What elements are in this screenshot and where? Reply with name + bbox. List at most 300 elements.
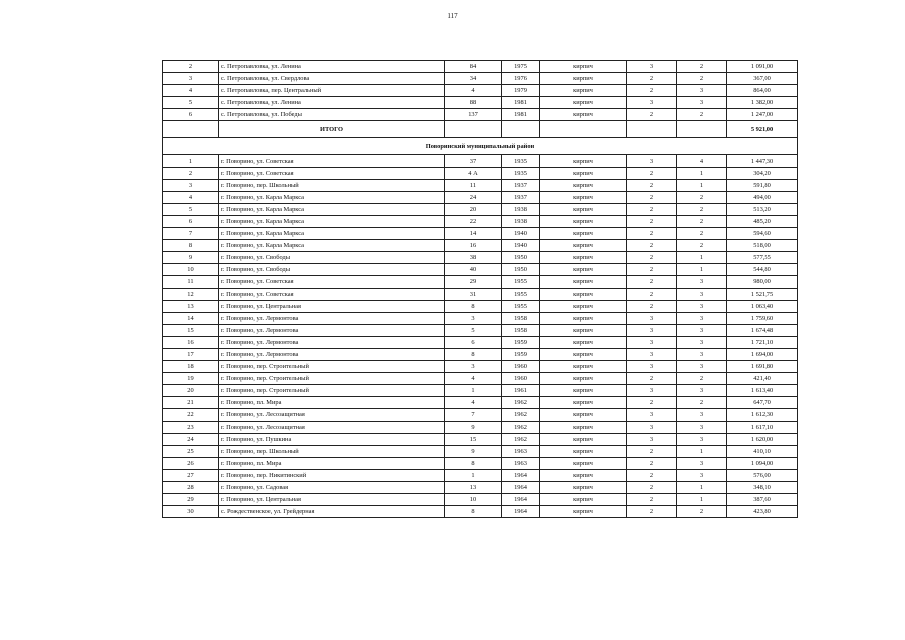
- address-cell: с. Петропавловка, ул. Победы: [219, 109, 445, 121]
- address-cell: г. Поворино, ул. Советская: [219, 276, 445, 288]
- house-number-cell: 11: [445, 179, 502, 191]
- table-row: [163, 348, 798, 360]
- row-number: 7: [163, 228, 219, 240]
- address-cell: г. Поворино, ул. Свободы: [219, 252, 445, 264]
- year-cell: 1955: [502, 276, 540, 288]
- floors-cell: 2: [627, 494, 677, 506]
- row-number: 21: [163, 397, 219, 409]
- total-empty-cell: [627, 121, 677, 138]
- floors-cell: 2: [627, 506, 677, 518]
- year-cell: 1960: [502, 373, 540, 385]
- year-cell: 1962: [502, 409, 540, 421]
- entrances-cell: 3: [677, 421, 727, 433]
- table-row: [163, 155, 798, 167]
- table-row: [163, 373, 798, 385]
- area-cell: 1 063,40: [727, 300, 798, 312]
- row-number: 14: [163, 312, 219, 324]
- floors-cell: 2: [627, 276, 677, 288]
- row-number: 24: [163, 433, 219, 445]
- entrances-cell: 3: [677, 288, 727, 300]
- material-cell: кирпич: [540, 264, 627, 276]
- total-row: [163, 121, 798, 138]
- house-number-cell: 8: [445, 457, 502, 469]
- material-cell: кирпич: [540, 348, 627, 360]
- floors-cell: 3: [627, 421, 677, 433]
- area-cell: 410,10: [727, 445, 798, 457]
- year-cell: 1979: [502, 85, 540, 97]
- material-cell: кирпич: [540, 179, 627, 191]
- table-row: [163, 361, 798, 373]
- material-cell: кирпич: [540, 421, 627, 433]
- address-cell: г. Поворино, ул. Карла Маркса: [219, 240, 445, 252]
- entrances-cell: 3: [677, 433, 727, 445]
- house-number-cell: 4: [445, 85, 502, 97]
- material-cell: кирпич: [540, 445, 627, 457]
- house-number-cell: 88: [445, 97, 502, 109]
- year-cell: 1938: [502, 203, 540, 215]
- floors-cell: 2: [627, 73, 677, 85]
- house-number-cell: 3: [445, 312, 502, 324]
- entrances-cell: 3: [677, 300, 727, 312]
- year-cell: 1976: [502, 73, 540, 85]
- row-number: 19: [163, 373, 219, 385]
- entrances-cell: 2: [677, 397, 727, 409]
- material-cell: кирпич: [540, 336, 627, 348]
- entrances-cell: 2: [677, 506, 727, 518]
- material-cell: кирпич: [540, 312, 627, 324]
- address-cell: г. Поворино, ул. Советская: [219, 155, 445, 167]
- row-number: 4: [163, 85, 219, 97]
- house-number-cell: 10: [445, 494, 502, 506]
- address-cell: г. Поворино, ул. Карла Маркса: [219, 228, 445, 240]
- row-number: 2: [163, 61, 219, 73]
- row-number: 10: [163, 264, 219, 276]
- year-cell: 1935: [502, 155, 540, 167]
- section-header-row: [163, 138, 798, 155]
- area-cell: 421,40: [727, 373, 798, 385]
- house-number-cell: 13: [445, 482, 502, 494]
- row-number: 9: [163, 252, 219, 264]
- page-number: 117: [447, 12, 458, 20]
- floors-cell: 2: [627, 215, 677, 227]
- table-row: [163, 433, 798, 445]
- area-cell: 1 091,00: [727, 61, 798, 73]
- total-empty-cell: [445, 121, 502, 138]
- area-cell: 577,55: [727, 252, 798, 264]
- table-row: [163, 288, 798, 300]
- address-cell: с. Петропавловка, ул. Свердлова: [219, 73, 445, 85]
- area-cell: 1 617,10: [727, 421, 798, 433]
- table-row: [163, 409, 798, 421]
- year-cell: 1964: [502, 469, 540, 481]
- address-cell: с. Рождественское, ул. Грейдерная: [219, 506, 445, 518]
- table-row: [163, 179, 798, 191]
- area-cell: 1 721,10: [727, 336, 798, 348]
- table-row: [163, 85, 798, 97]
- area-cell: 1 447,30: [727, 155, 798, 167]
- material-cell: кирпич: [540, 469, 627, 481]
- material-cell: кирпич: [540, 324, 627, 336]
- year-cell: 1955: [502, 300, 540, 312]
- table-row: [163, 300, 798, 312]
- row-number: 11: [163, 276, 219, 288]
- table-row: [163, 97, 798, 109]
- entrances-cell: 2: [677, 203, 727, 215]
- address-cell: г. Поворино, ул. Карла Маркса: [219, 215, 445, 227]
- house-number-cell: 20: [445, 203, 502, 215]
- area-cell: 980,00: [727, 276, 798, 288]
- house-number-cell: 9: [445, 421, 502, 433]
- floors-cell: 2: [627, 288, 677, 300]
- address-cell: г. Поворино, ул. Карла Маркса: [219, 203, 445, 215]
- area-cell: 1 247,00: [727, 109, 798, 121]
- area-cell: 518,00: [727, 240, 798, 252]
- year-cell: 1938: [502, 215, 540, 227]
- table-row: [163, 336, 798, 348]
- floors-cell: 2: [627, 373, 677, 385]
- floors-cell: 2: [627, 167, 677, 179]
- area-cell: 485,20: [727, 215, 798, 227]
- year-cell: 1935: [502, 167, 540, 179]
- table-row: [163, 385, 798, 397]
- house-number-cell: 1: [445, 385, 502, 397]
- year-cell: 1964: [502, 494, 540, 506]
- address-cell: г. Поворино, ул. Советская: [219, 288, 445, 300]
- year-cell: 1975: [502, 61, 540, 73]
- material-cell: кирпич: [540, 109, 627, 121]
- area-cell: 1 620,00: [727, 433, 798, 445]
- floors-cell: 3: [627, 324, 677, 336]
- house-number-cell: 8: [445, 348, 502, 360]
- floors-cell: 3: [627, 312, 677, 324]
- house-number-cell: 22: [445, 215, 502, 227]
- area-cell: 1 759,60: [727, 312, 798, 324]
- house-number-cell: 14: [445, 228, 502, 240]
- table-row: [163, 494, 798, 506]
- material-cell: кирпич: [540, 276, 627, 288]
- year-cell: 1950: [502, 252, 540, 264]
- entrances-cell: 2: [677, 215, 727, 227]
- row-number: 12: [163, 288, 219, 300]
- area-cell: 1 612,30: [727, 409, 798, 421]
- address-cell: г. Поворино, ул. Лермонтова: [219, 312, 445, 324]
- house-number-cell: 84: [445, 61, 502, 73]
- house-number-cell: 16: [445, 240, 502, 252]
- material-cell: кирпич: [540, 433, 627, 445]
- material-cell: кирпич: [540, 457, 627, 469]
- table-row: [163, 457, 798, 469]
- address-cell: г. Поворино, пер. Никитинский: [219, 469, 445, 481]
- floors-cell: 3: [627, 155, 677, 167]
- area-cell: 1 674,48: [727, 324, 798, 336]
- row-number: 1: [163, 155, 219, 167]
- area-cell: 1 521,75: [727, 288, 798, 300]
- row-number: 3: [163, 179, 219, 191]
- address-cell: г. Поворино, пер. Строительный: [219, 373, 445, 385]
- row-number: 13: [163, 300, 219, 312]
- table-row: [163, 276, 798, 288]
- entrances-cell: 1: [677, 179, 727, 191]
- address-cell: г. Поворино, ул. Лесозащитная: [219, 409, 445, 421]
- entrances-cell: 4: [677, 155, 727, 167]
- total-empty-cell: [540, 121, 627, 138]
- year-cell: 1959: [502, 348, 540, 360]
- year-cell: 1950: [502, 264, 540, 276]
- entrances-cell: 3: [677, 97, 727, 109]
- material-cell: кирпич: [540, 167, 627, 179]
- entrances-cell: 2: [677, 191, 727, 203]
- material-cell: кирпич: [540, 97, 627, 109]
- floors-cell: 3: [627, 409, 677, 421]
- table-row: [163, 324, 798, 336]
- material-cell: кирпич: [540, 215, 627, 227]
- entrances-cell: 2: [677, 73, 727, 85]
- row-number: 28: [163, 482, 219, 494]
- material-cell: кирпич: [540, 409, 627, 421]
- table-row: [163, 203, 798, 215]
- year-cell: 1958: [502, 324, 540, 336]
- row-number: 20: [163, 385, 219, 397]
- table-row: [163, 109, 798, 121]
- table-row: [163, 469, 798, 481]
- area-cell: 1 613,40: [727, 385, 798, 397]
- row-number: 16: [163, 336, 219, 348]
- material-cell: кирпич: [540, 73, 627, 85]
- address-cell: г. Поворино, ул. Свободы: [219, 264, 445, 276]
- address-cell: с. Петропавловка, пер. Центральный: [219, 85, 445, 97]
- table-row: [163, 252, 798, 264]
- table-body-total: [163, 121, 798, 155]
- house-number-cell: 4: [445, 373, 502, 385]
- entrances-cell: 2: [677, 109, 727, 121]
- year-cell: 1963: [502, 457, 540, 469]
- material-cell: кирпич: [540, 361, 627, 373]
- entrances-cell: 2: [677, 228, 727, 240]
- floors-cell: 3: [627, 348, 677, 360]
- year-cell: 1981: [502, 109, 540, 121]
- floors-cell: 2: [627, 300, 677, 312]
- table-row: [163, 167, 798, 179]
- table-row: [163, 61, 798, 73]
- address-cell: г. Поворино, ул. Карла Маркса: [219, 191, 445, 203]
- material-cell: кирпич: [540, 482, 627, 494]
- entrances-cell: 2: [677, 240, 727, 252]
- material-cell: кирпич: [540, 397, 627, 409]
- year-cell: 1940: [502, 240, 540, 252]
- area-cell: 647,70: [727, 397, 798, 409]
- address-cell: г. Поворино, пл. Мира: [219, 397, 445, 409]
- entrances-cell: 1: [677, 252, 727, 264]
- house-number-cell: 137: [445, 109, 502, 121]
- table-row: [163, 73, 798, 85]
- area-cell: 1 094,00: [727, 457, 798, 469]
- year-cell: 1937: [502, 179, 540, 191]
- floors-cell: 2: [627, 252, 677, 264]
- entrances-cell: 2: [677, 373, 727, 385]
- address-cell: г. Поворино, ул. Центральная: [219, 300, 445, 312]
- address-cell: с. Петропавловка, ул. Ленина: [219, 61, 445, 73]
- area-cell: 1 691,80: [727, 361, 798, 373]
- house-number-cell: 29: [445, 276, 502, 288]
- area-cell: 348,10: [727, 482, 798, 494]
- entrances-cell: 3: [677, 469, 727, 481]
- row-number: 18: [163, 361, 219, 373]
- table-row: [163, 397, 798, 409]
- floors-cell: 3: [627, 336, 677, 348]
- area-cell: 594,60: [727, 228, 798, 240]
- table-body-part1: [163, 61, 798, 121]
- area-cell: 544,80: [727, 264, 798, 276]
- year-cell: 1940: [502, 228, 540, 240]
- house-number-cell: 7: [445, 409, 502, 421]
- floors-cell: 3: [627, 97, 677, 109]
- entrances-cell: 3: [677, 348, 727, 360]
- house-number-cell: 8: [445, 506, 502, 518]
- material-cell: кирпич: [540, 191, 627, 203]
- house-number-cell: 1: [445, 469, 502, 481]
- row-number: 30: [163, 506, 219, 518]
- floors-cell: 2: [627, 228, 677, 240]
- table-row: [163, 240, 798, 252]
- row-number: 23: [163, 421, 219, 433]
- material-cell: кирпич: [540, 288, 627, 300]
- entrances-cell: 3: [677, 385, 727, 397]
- area-cell: 576,00: [727, 469, 798, 481]
- floors-cell: 3: [627, 433, 677, 445]
- table-row: [163, 215, 798, 227]
- floors-cell: 2: [627, 397, 677, 409]
- material-cell: кирпич: [540, 252, 627, 264]
- address-cell: г. Поворино, ул. Лермонтова: [219, 348, 445, 360]
- material-cell: кирпич: [540, 228, 627, 240]
- table-row: [163, 421, 798, 433]
- entrances-cell: 2: [677, 61, 727, 73]
- table-row: [163, 191, 798, 203]
- material-cell: кирпич: [540, 506, 627, 518]
- house-number-cell: 9: [445, 445, 502, 457]
- floors-cell: 2: [627, 264, 677, 276]
- floors-cell: 2: [627, 85, 677, 97]
- entrances-cell: 3: [677, 409, 727, 421]
- year-cell: 1960: [502, 361, 540, 373]
- row-number: 22: [163, 409, 219, 421]
- house-number-cell: 34: [445, 73, 502, 85]
- house-number-cell: 8: [445, 300, 502, 312]
- address-cell: с. Петропавловка, ул. Ленина: [219, 97, 445, 109]
- housing-registry-table: [162, 60, 798, 518]
- address-cell: г. Поворино, пер. Школьный: [219, 179, 445, 191]
- floors-cell: 3: [627, 61, 677, 73]
- floors-cell: 2: [627, 457, 677, 469]
- entrances-cell: 1: [677, 167, 727, 179]
- section-title: Поворинский муниципальный район: [163, 138, 798, 155]
- row-number: 5: [163, 203, 219, 215]
- material-cell: кирпич: [540, 300, 627, 312]
- area-cell: 1 382,00: [727, 97, 798, 109]
- row-number: 2: [163, 167, 219, 179]
- address-cell: г. Поворино, пер. Строительный: [219, 385, 445, 397]
- year-cell: 1961: [502, 385, 540, 397]
- area-cell: 864,00: [727, 85, 798, 97]
- house-number-cell: 3: [445, 361, 502, 373]
- area-cell: 387,60: [727, 494, 798, 506]
- year-cell: 1937: [502, 191, 540, 203]
- entrances-cell: 3: [677, 324, 727, 336]
- address-cell: г. Поворино, пер. Школьный: [219, 445, 445, 457]
- address-cell: г. Поворино, ул. Советская: [219, 167, 445, 179]
- total-label: ИТОГО: [219, 121, 445, 138]
- table-row: [163, 506, 798, 518]
- row-number: 26: [163, 457, 219, 469]
- row-number: 25: [163, 445, 219, 457]
- table-row: [163, 482, 798, 494]
- table-row: [163, 312, 798, 324]
- area-cell: 1 694,00: [727, 348, 798, 360]
- address-cell: г. Поворино, ул. Лесозащитная: [219, 421, 445, 433]
- area-cell: 591,80: [727, 179, 798, 191]
- floors-cell: 3: [627, 361, 677, 373]
- floors-cell: 2: [627, 109, 677, 121]
- material-cell: кирпич: [540, 155, 627, 167]
- floors-cell: 2: [627, 240, 677, 252]
- total-empty-cell: [677, 121, 727, 138]
- entrances-cell: 1: [677, 264, 727, 276]
- house-number-cell: 15: [445, 433, 502, 445]
- entrances-cell: 3: [677, 336, 727, 348]
- material-cell: кирпич: [540, 203, 627, 215]
- year-cell: 1964: [502, 506, 540, 518]
- floors-cell: 3: [627, 385, 677, 397]
- entrances-cell: 3: [677, 312, 727, 324]
- area-cell: 423,80: [727, 506, 798, 518]
- row-number: 29: [163, 494, 219, 506]
- material-cell: кирпич: [540, 85, 627, 97]
- entrances-cell: 3: [677, 361, 727, 373]
- house-number-cell: 6: [445, 336, 502, 348]
- house-number-cell: 4: [445, 397, 502, 409]
- year-cell: 1962: [502, 421, 540, 433]
- year-cell: 1955: [502, 288, 540, 300]
- house-number-cell: 40: [445, 264, 502, 276]
- row-number: 6: [163, 109, 219, 121]
- floors-cell: 2: [627, 191, 677, 203]
- row-number: 27: [163, 469, 219, 481]
- year-cell: 1963: [502, 445, 540, 457]
- row-number: 4: [163, 191, 219, 203]
- floors-cell: 2: [627, 203, 677, 215]
- table-row: [163, 264, 798, 276]
- year-cell: 1964: [502, 482, 540, 494]
- entrances-cell: 3: [677, 85, 727, 97]
- total-empty-cell: [163, 121, 219, 138]
- material-cell: кирпич: [540, 61, 627, 73]
- year-cell: 1962: [502, 397, 540, 409]
- address-cell: г. Поворино, ул. Лермонтова: [219, 324, 445, 336]
- total-empty-cell: [502, 121, 540, 138]
- area-cell: 494,00: [727, 191, 798, 203]
- address-cell: г. Поворино, ул. Лермонтова: [219, 336, 445, 348]
- table-row: [163, 445, 798, 457]
- floors-cell: 2: [627, 179, 677, 191]
- table-row: [163, 228, 798, 240]
- address-cell: г. Поворино, ул. Центральная: [219, 494, 445, 506]
- address-cell: г. Поворино, пл. Мира: [219, 457, 445, 469]
- material-cell: кирпич: [540, 385, 627, 397]
- entrances-cell: 1: [677, 494, 727, 506]
- floors-cell: 2: [627, 445, 677, 457]
- table-body-part2: [163, 155, 798, 518]
- house-number-cell: 37: [445, 155, 502, 167]
